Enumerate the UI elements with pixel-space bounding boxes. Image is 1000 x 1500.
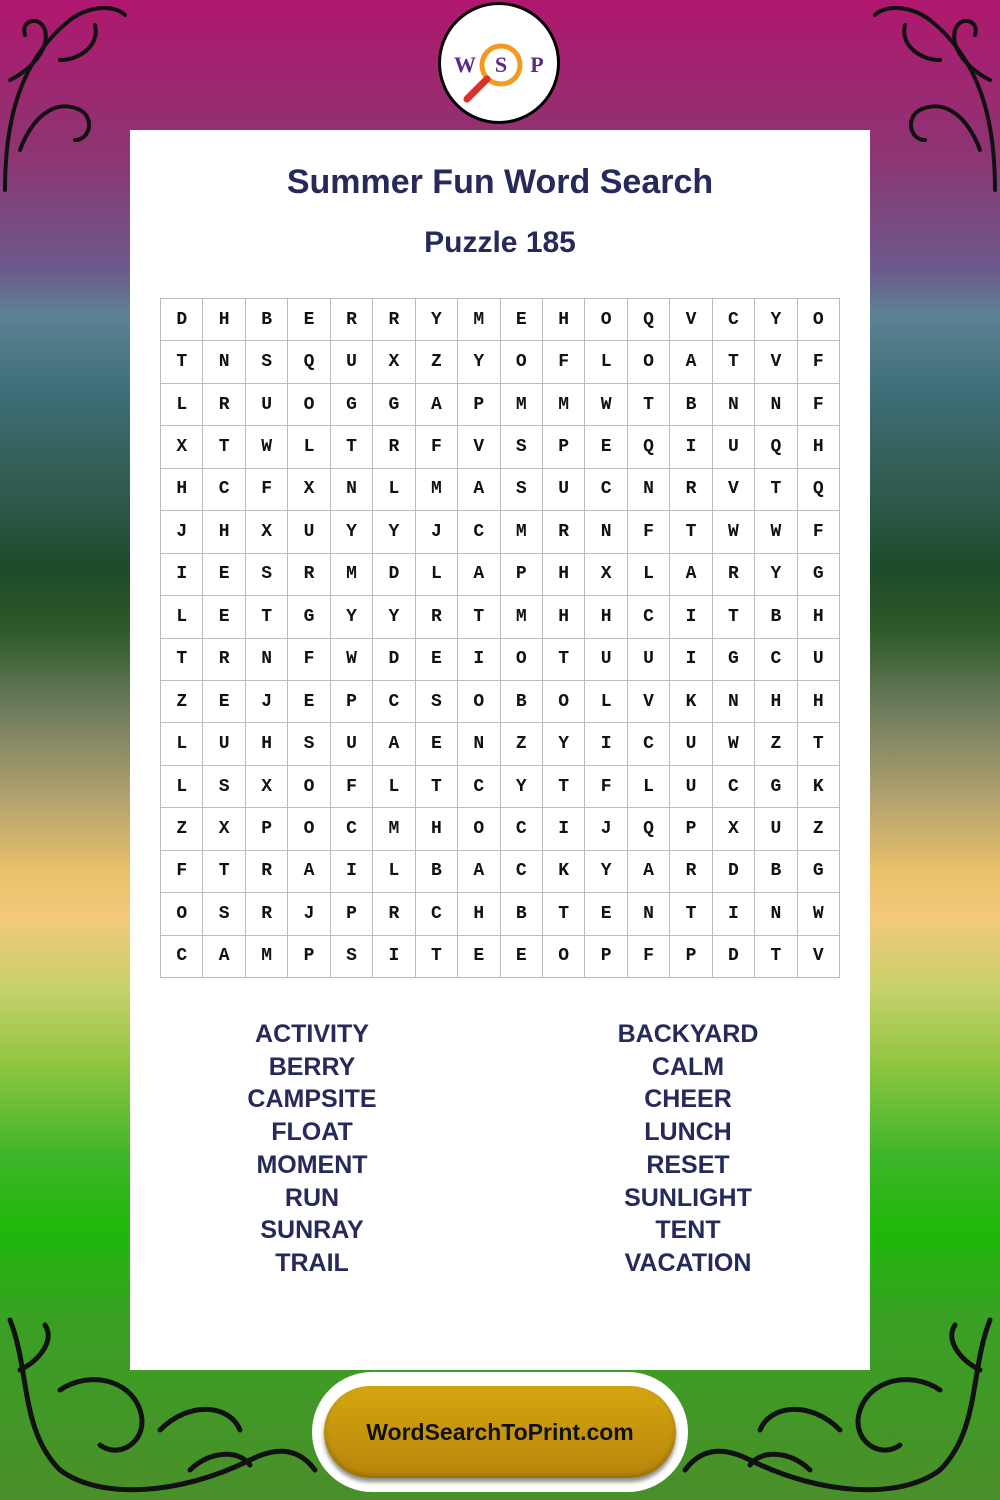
- grid-cell: L: [628, 766, 670, 808]
- grid-cell: F: [161, 851, 203, 893]
- grid-cell: U: [288, 511, 330, 553]
- grid-cell: P: [288, 936, 330, 978]
- grid-cell: Y: [585, 851, 627, 893]
- grid-cell: H: [203, 299, 245, 341]
- grid-cell: W: [585, 384, 627, 426]
- grid-cell: V: [670, 299, 712, 341]
- grid-cell: L: [373, 469, 415, 511]
- grid-cell: I: [670, 639, 712, 681]
- grid-cell: O: [288, 808, 330, 850]
- grid-cell: E: [203, 596, 245, 638]
- grid-cell: N: [585, 511, 627, 553]
- grid-cell: F: [798, 341, 840, 383]
- grid-cell: O: [543, 936, 585, 978]
- grid-cell: P: [246, 808, 288, 850]
- grid-cell: P: [458, 384, 500, 426]
- grid-cell: Z: [161, 808, 203, 850]
- grid-cell: L: [161, 596, 203, 638]
- grid-cell: S: [246, 341, 288, 383]
- site-link-button[interactable]: WordSearchToPrint.com: [324, 1386, 676, 1478]
- grid-cell: N: [755, 893, 797, 935]
- grid-cell: V: [713, 469, 755, 511]
- grid-cell: V: [798, 936, 840, 978]
- grid-cell: O: [501, 341, 543, 383]
- grid-cell: A: [203, 936, 245, 978]
- grid-cell: E: [501, 299, 543, 341]
- grid-cell: Y: [331, 511, 373, 553]
- word-list-item: TRAIL: [275, 1248, 349, 1277]
- grid-cell: T: [331, 426, 373, 468]
- grid-cell: O: [288, 766, 330, 808]
- grid-cell: S: [501, 469, 543, 511]
- grid-cell: R: [543, 511, 585, 553]
- grid-cell: T: [755, 469, 797, 511]
- word-list-right: [538, 1018, 838, 1280]
- grid-cell: T: [246, 596, 288, 638]
- grid-cell: K: [670, 681, 712, 723]
- grid-cell: L: [373, 851, 415, 893]
- grid-cell: H: [585, 596, 627, 638]
- grid-cell: D: [373, 639, 415, 681]
- grid-cell: L: [288, 426, 330, 468]
- grid-cell: L: [161, 723, 203, 765]
- grid-cell: L: [416, 554, 458, 596]
- grid-cell: U: [203, 723, 245, 765]
- grid-cell: R: [373, 893, 415, 935]
- grid-cell: E: [203, 554, 245, 596]
- grid-cell: E: [458, 936, 500, 978]
- grid-cell: Z: [798, 808, 840, 850]
- grid-cell: I: [373, 936, 415, 978]
- grid-cell: W: [798, 893, 840, 935]
- grid-cell: U: [543, 469, 585, 511]
- grid-cell: A: [458, 554, 500, 596]
- grid-cell: Y: [755, 554, 797, 596]
- grid-cell: R: [331, 299, 373, 341]
- grid-cell: S: [203, 893, 245, 935]
- grid-cell: C: [373, 681, 415, 723]
- grid-cell: A: [373, 723, 415, 765]
- grid-cell: R: [203, 384, 245, 426]
- grid-cell: Z: [416, 341, 458, 383]
- grid-cell: F: [543, 341, 585, 383]
- grid-cell: H: [543, 554, 585, 596]
- grid-cell: I: [670, 426, 712, 468]
- grid-cell: Z: [755, 723, 797, 765]
- grid-cell: M: [458, 299, 500, 341]
- grid-cell: X: [713, 808, 755, 850]
- grid-cell: Y: [331, 596, 373, 638]
- grid-cell: H: [246, 723, 288, 765]
- grid-cell: N: [628, 469, 670, 511]
- grid-cell: M: [501, 511, 543, 553]
- grid-cell: M: [416, 469, 458, 511]
- grid-cell: C: [713, 299, 755, 341]
- grid-cell: F: [246, 469, 288, 511]
- word-list-left: [162, 1018, 462, 1280]
- grid-cell: S: [288, 723, 330, 765]
- grid-cell: G: [798, 851, 840, 893]
- grid-cell: Z: [501, 723, 543, 765]
- grid-cell: F: [628, 936, 670, 978]
- grid-cell: F: [585, 766, 627, 808]
- word-list-item: CHEER: [644, 1085, 732, 1114]
- page-title: Summer Fun Word Search: [286, 163, 714, 201]
- grid-cell: E: [288, 299, 330, 341]
- grid-cell: N: [628, 893, 670, 935]
- grid-cell: K: [543, 851, 585, 893]
- grid-cell: T: [670, 511, 712, 553]
- letter-grid: [160, 298, 840, 978]
- grid-cell: Y: [543, 723, 585, 765]
- grid-cell: C: [628, 596, 670, 638]
- grid-cell: A: [288, 851, 330, 893]
- grid-cell: B: [416, 851, 458, 893]
- grid-cell: T: [161, 341, 203, 383]
- grid-cell: T: [203, 426, 245, 468]
- grid-cell: H: [798, 426, 840, 468]
- grid-cell: H: [543, 596, 585, 638]
- grid-cell: U: [331, 341, 373, 383]
- grid-cell: V: [628, 681, 670, 723]
- grid-cell: U: [331, 723, 373, 765]
- word-list-item: ACTIVITY: [255, 1020, 369, 1048]
- grid-cell: L: [585, 681, 627, 723]
- grid-cell: E: [416, 723, 458, 765]
- grid-cell: H: [798, 596, 840, 638]
- grid-cell: E: [501, 936, 543, 978]
- grid-cell: G: [713, 639, 755, 681]
- grid-cell: U: [670, 766, 712, 808]
- grid-cell: G: [798, 554, 840, 596]
- word-list-item: FLOAT: [271, 1118, 353, 1147]
- grid-cell: X: [288, 469, 330, 511]
- grid-cell: A: [458, 851, 500, 893]
- grid-cell: U: [798, 639, 840, 681]
- wsp-logo: [438, 2, 560, 124]
- grid-cell: C: [458, 766, 500, 808]
- grid-cell: W: [755, 511, 797, 553]
- grid-cell: B: [755, 851, 797, 893]
- grid-cell: T: [670, 893, 712, 935]
- grid-cell: G: [288, 596, 330, 638]
- grid-cell: P: [331, 893, 373, 935]
- word-list-item: TENT: [655, 1216, 721, 1245]
- grid-cell: G: [755, 766, 797, 808]
- grid-cell: I: [331, 851, 373, 893]
- word-list-item: LUNCH: [644, 1118, 732, 1147]
- grid-cell: R: [670, 469, 712, 511]
- grid-cell: W: [246, 426, 288, 468]
- grid-cell: R: [246, 851, 288, 893]
- grid-cell: E: [585, 426, 627, 468]
- grid-cell: T: [628, 384, 670, 426]
- grid-cell: Y: [501, 766, 543, 808]
- grid-cell: C: [713, 766, 755, 808]
- grid-cell: V: [755, 341, 797, 383]
- word-list-item: VACATION: [624, 1248, 752, 1277]
- grid-cell: S: [331, 936, 373, 978]
- grid-cell: C: [458, 511, 500, 553]
- grid-cell: P: [670, 936, 712, 978]
- grid-cell: O: [628, 341, 670, 383]
- grid-cell: K: [798, 766, 840, 808]
- grid-cell: F: [288, 639, 330, 681]
- word-list-item: SUNLIGHT: [624, 1183, 752, 1212]
- grid-cell: Y: [458, 341, 500, 383]
- grid-cell: M: [373, 808, 415, 850]
- grid-cell: Q: [628, 299, 670, 341]
- grid-cell: B: [246, 299, 288, 341]
- grid-cell: E: [288, 681, 330, 723]
- logo-letter-p: P: [530, 52, 544, 77]
- grid-cell: O: [585, 299, 627, 341]
- grid-cell: E: [585, 893, 627, 935]
- grid-cell: A: [458, 469, 500, 511]
- grid-cell: I: [458, 639, 500, 681]
- word-list-item: RESET: [646, 1150, 730, 1179]
- grid-cell: E: [416, 639, 458, 681]
- grid-cell: R: [670, 851, 712, 893]
- grid-cell: T: [543, 639, 585, 681]
- grid-cell: J: [585, 808, 627, 850]
- grid-cell: O: [501, 639, 543, 681]
- grid-cell: M: [331, 554, 373, 596]
- grid-cell: L: [628, 554, 670, 596]
- grid-cell: M: [501, 596, 543, 638]
- grid-cell: X: [246, 511, 288, 553]
- grid-cell: N: [246, 639, 288, 681]
- grid-cell: L: [373, 766, 415, 808]
- grid-cell: Q: [288, 341, 330, 383]
- grid-cell: P: [670, 808, 712, 850]
- grid-cell: H: [161, 469, 203, 511]
- grid-cell: F: [331, 766, 373, 808]
- grid-cell: N: [331, 469, 373, 511]
- grid-cell: T: [458, 596, 500, 638]
- grid-cell: S: [501, 426, 543, 468]
- grid-cell: X: [203, 808, 245, 850]
- grid-cell: C: [416, 893, 458, 935]
- grid-cell: C: [161, 936, 203, 978]
- word-list-item: BERRY: [268, 1052, 356, 1081]
- grid-cell: N: [713, 384, 755, 426]
- grid-cell: C: [755, 639, 797, 681]
- grid-cell: J: [161, 511, 203, 553]
- grid-cell: T: [543, 893, 585, 935]
- grid-cell: T: [161, 639, 203, 681]
- grid-cell: H: [458, 893, 500, 935]
- word-list-item: SUNRAY: [260, 1216, 364, 1245]
- logo-letter-w: W: [454, 52, 476, 77]
- grid-cell: T: [543, 766, 585, 808]
- grid-cell: R: [373, 426, 415, 468]
- grid-cell: P: [501, 554, 543, 596]
- grid-cell: A: [670, 554, 712, 596]
- grid-cell: F: [798, 384, 840, 426]
- grid-cell: W: [713, 723, 755, 765]
- grid-cell: Q: [628, 808, 670, 850]
- grid-cell: O: [543, 681, 585, 723]
- grid-cell: T: [713, 596, 755, 638]
- grid-cell: T: [755, 936, 797, 978]
- grid-cell: T: [713, 341, 755, 383]
- grid-cell: T: [203, 851, 245, 893]
- grid-cell: U: [755, 808, 797, 850]
- grid-cell: C: [628, 723, 670, 765]
- grid-cell: S: [246, 554, 288, 596]
- grid-cell: I: [713, 893, 755, 935]
- grid-cell: W: [331, 639, 373, 681]
- grid-cell: P: [331, 681, 373, 723]
- grid-cell: X: [373, 341, 415, 383]
- logo-letter-s: S: [494, 52, 508, 77]
- grid-cell: H: [755, 681, 797, 723]
- grid-cell: D: [373, 554, 415, 596]
- grid-cell: O: [161, 893, 203, 935]
- grid-cell: Y: [373, 596, 415, 638]
- grid-cell: R: [416, 596, 458, 638]
- magnifier-handle-icon: [467, 79, 487, 99]
- grid-cell: J: [416, 511, 458, 553]
- grid-cell: N: [458, 723, 500, 765]
- grid-cell: M: [501, 384, 543, 426]
- grid-cell: O: [458, 681, 500, 723]
- grid-cell: X: [585, 554, 627, 596]
- grid-cell: L: [161, 384, 203, 426]
- grid-cell: M: [543, 384, 585, 426]
- grid-cell: B: [755, 596, 797, 638]
- grid-cell: G: [373, 384, 415, 426]
- grid-cell: R: [288, 554, 330, 596]
- grid-cell: Q: [798, 469, 840, 511]
- grid-cell: C: [501, 808, 543, 850]
- grid-cell: I: [543, 808, 585, 850]
- grid-cell: A: [670, 341, 712, 383]
- grid-cell: N: [755, 384, 797, 426]
- word-list-item: MOMENT: [256, 1150, 368, 1179]
- word-list-item: CALM: [651, 1052, 725, 1081]
- grid-cell: Q: [628, 426, 670, 468]
- grid-cell: Y: [373, 511, 415, 553]
- grid-cell: F: [416, 426, 458, 468]
- grid-cell: J: [288, 893, 330, 935]
- word-list-item: BACKYARD: [617, 1020, 759, 1048]
- grid-cell: H: [543, 299, 585, 341]
- word-list-item: RUN: [284, 1183, 340, 1212]
- grid-cell: I: [161, 554, 203, 596]
- grid-cell: E: [203, 681, 245, 723]
- grid-cell: H: [203, 511, 245, 553]
- grid-cell: B: [670, 384, 712, 426]
- grid-cell: D: [713, 851, 755, 893]
- grid-cell: X: [161, 426, 203, 468]
- grid-cell: U: [628, 639, 670, 681]
- grid-cell: V: [458, 426, 500, 468]
- grid-cell: Y: [416, 299, 458, 341]
- grid-cell: R: [373, 299, 415, 341]
- grid-cell: G: [331, 384, 373, 426]
- grid-cell: F: [798, 511, 840, 553]
- grid-cell: L: [161, 766, 203, 808]
- grid-cell: N: [713, 681, 755, 723]
- grid-cell: U: [670, 723, 712, 765]
- grid-cell: X: [246, 766, 288, 808]
- grid-cell: A: [628, 851, 670, 893]
- grid-cell: R: [203, 639, 245, 681]
- grid-cell: D: [161, 299, 203, 341]
- grid-cell: S: [203, 766, 245, 808]
- grid-cell: B: [501, 681, 543, 723]
- grid-cell: B: [501, 893, 543, 935]
- grid-cell: Q: [755, 426, 797, 468]
- grid-cell: C: [331, 808, 373, 850]
- grid-cell: R: [246, 893, 288, 935]
- grid-cell: S: [416, 681, 458, 723]
- grid-cell: C: [203, 469, 245, 511]
- grid-cell: J: [246, 681, 288, 723]
- grid-cell: U: [585, 639, 627, 681]
- grid-cell: H: [798, 681, 840, 723]
- grid-cell: Y: [755, 299, 797, 341]
- grid-cell: R: [713, 554, 755, 596]
- grid-cell: U: [713, 426, 755, 468]
- grid-cell: M: [246, 936, 288, 978]
- grid-cell: L: [585, 341, 627, 383]
- grid-cell: C: [501, 851, 543, 893]
- grid-cell: O: [458, 808, 500, 850]
- grid-cell: T: [798, 723, 840, 765]
- grid-cell: D: [713, 936, 755, 978]
- grid-cell: T: [416, 766, 458, 808]
- grid-cell: H: [416, 808, 458, 850]
- grid-cell: P: [585, 936, 627, 978]
- grid-cell: O: [798, 299, 840, 341]
- grid-cell: U: [246, 384, 288, 426]
- grid-cell: W: [713, 511, 755, 553]
- grid-cell: I: [670, 596, 712, 638]
- puzzle-number: Puzzle 185: [424, 226, 576, 259]
- grid-cell: A: [416, 384, 458, 426]
- grid-cell: F: [628, 511, 670, 553]
- grid-cell: Z: [161, 681, 203, 723]
- grid-cell: P: [543, 426, 585, 468]
- grid-cell: I: [585, 723, 627, 765]
- grid-cell: N: [203, 341, 245, 383]
- grid-cell: O: [288, 384, 330, 426]
- word-list-item: CAMPSITE: [247, 1085, 377, 1114]
- grid-cell: C: [585, 469, 627, 511]
- grid-cell: T: [416, 936, 458, 978]
